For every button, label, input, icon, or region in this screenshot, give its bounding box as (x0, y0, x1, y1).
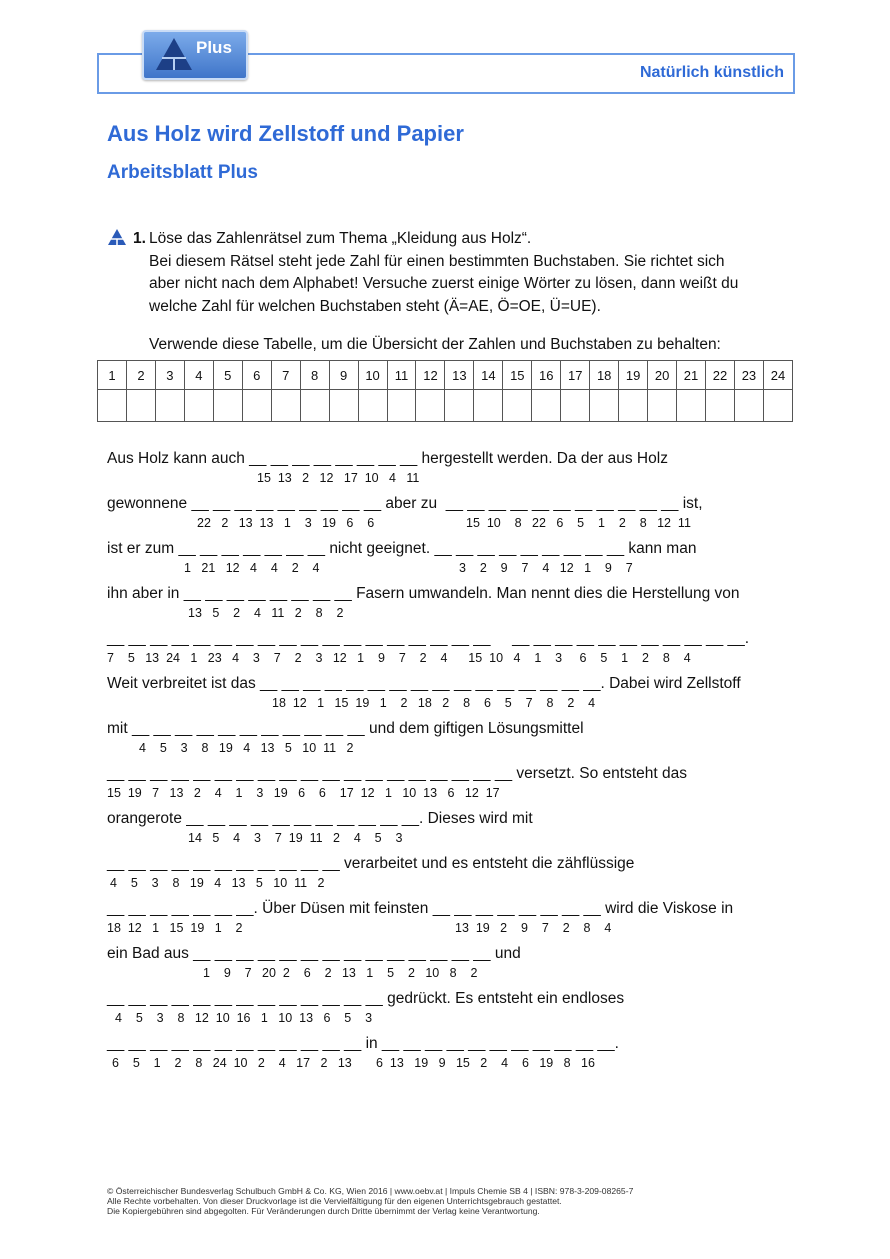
letter-cell[interactable] (648, 390, 677, 422)
number-cell: 15 (503, 361, 532, 390)
number-cell: 8 (300, 361, 329, 390)
letter-cell[interactable] (213, 390, 242, 422)
letter-cell[interactable] (271, 390, 300, 422)
puzzle-codes: 13 19 2 9 7 2 8 4 (455, 921, 612, 935)
number-cell: 16 (532, 361, 561, 390)
letter-cell[interactable] (532, 390, 561, 422)
letter-cell[interactable] (387, 390, 416, 422)
triangle-logo-icon (154, 36, 194, 72)
page-title: Aus Holz wird Zellstoff und Papier (107, 121, 464, 146)
number-letter-table (97, 360, 793, 422)
header-title: Natürlich künstlich (639, 64, 784, 81)
number-cell: 24 (763, 361, 792, 390)
puzzle-codes: 13 5 2 4 11 2 8 2 (188, 606, 344, 620)
number-cell: 9 (329, 361, 358, 390)
number-row (98, 361, 793, 390)
number-cell: 1 (98, 361, 127, 390)
letter-cell[interactable] (706, 390, 735, 422)
number-cell: 21 (677, 361, 706, 390)
letter-cell[interactable] (242, 390, 271, 422)
letter-cell[interactable] (126, 390, 155, 422)
letter-cell[interactable] (677, 390, 706, 422)
number-cell: 4 (184, 361, 213, 390)
letter-cell[interactable] (358, 390, 387, 422)
letter-cell[interactable] (474, 390, 503, 422)
number-cell: 22 (706, 361, 735, 390)
puzzle-line: __ __ __ __ __ __ __ __ __ __ __ verarbeitet und es entsteht die zähflüssige (107, 855, 635, 872)
number-cell: 23 (734, 361, 763, 390)
number-cell: 19 (619, 361, 648, 390)
puzzle-codes: 15 19 7 13 2 4 1 3 19 6 6 17 12 1 10 13 6 12 17 (107, 786, 500, 800)
puzzle-line: Aus Holz kann auch __ __ __ __ __ __ __ __ hergestellt werden. Da der aus Holz (107, 450, 668, 467)
puzzle-codes: 1 9 7 20 2 6 2 13 1 5 2 10 8 2 (203, 966, 478, 980)
puzzle-line: __ __ __ __ __ __ __ __ __ __ __ __ in __ __ __ __ __ __ __ __ __ __ __. (107, 1035, 619, 1052)
puzzle-line: orangerote __ __ __ __ __ __ __ __ __ __ __. Dieses wird mit (107, 810, 533, 827)
number-cell: 3 (155, 361, 184, 390)
puzzle-codes: 4 5 3 8 12 10 16 1 10 13 6 5 3 (115, 1011, 373, 1025)
letter-cell[interactable] (619, 390, 648, 422)
puzzle-line: ein Bad aus __ __ __ __ __ __ __ __ __ __ __ __ __ __ und (107, 945, 521, 962)
page-subtitle: Arbeitsblatt Plus (107, 162, 258, 183)
letter-cell[interactable] (734, 390, 763, 422)
task-instructions (149, 228, 799, 318)
puzzle-line: ist er zum __ __ __ __ __ __ __ nicht geeignet. __ __ __ __ __ __ __ __ __ kann man (107, 540, 697, 557)
number-cell: 7 (271, 361, 300, 390)
number-cell: 11 (387, 361, 416, 390)
puzzle-line: __ __ __ __ __ __ __ __ __ __ __ __ __ __ __ __ __ __ __ __ __ __ __ __ __ __ __ __ __. (107, 630, 750, 647)
task-line: welche Zahl für welchen Buchstaben steht (Ä=AE, Ö=OE, Ü=UE). (149, 297, 601, 315)
letter-cell[interactable] (763, 390, 792, 422)
letter-cell[interactable] (184, 390, 213, 422)
letter-cell[interactable] (98, 390, 127, 422)
letter-cell[interactable] (590, 390, 619, 422)
letter-cell[interactable] (503, 390, 532, 422)
puzzle-codes: 1 21 12 4 4 2 4 (184, 561, 320, 575)
table-intro: Verwende diese Tabelle, um die Übersicht der Zahlen und Buchstaben zu behalten: (149, 336, 721, 353)
puzzle-codes: 22 2 13 13 1 3 19 6 6 (197, 516, 375, 530)
plus-task-icon (107, 228, 127, 246)
number-cell: 20 (648, 361, 677, 390)
puzzle-codes: 7 5 13 24 1 23 4 3 7 2 3 12 1 9 7 2 4 15 10 4 1 3 6 5 1 2 8 4 (107, 651, 691, 665)
number-cell: 5 (213, 361, 242, 390)
task-line: Bei diesem Rätsel steht jede Zahl für einen bestimmten Buchstaben. Sie richtet sich (149, 252, 725, 270)
number-cell: 6 (242, 361, 271, 390)
number-cell: 14 (474, 361, 503, 390)
puzzle-codes: 3 2 9 7 4 12 1 9 7 (459, 561, 633, 575)
footer-line: Die Kopiergebühren sind abgegolten. Für Veränderungen durch Dritte übernimmt der Verlag keine Verantwortung. (107, 1206, 540, 1216)
number-cell: 17 (561, 361, 590, 390)
puzzle-line: __ __ __ __ __ __ __ __ __ __ __ __ __ __ __ __ __ __ __ versetzt. So entsteht das (107, 765, 687, 782)
puzzle-line: __ __ __ __ __ __ __. Über Düsen mit feinsten __ __ __ __ __ __ __ __ wird die Viskose in (107, 900, 734, 917)
number-cell: 12 (416, 361, 445, 390)
letter-cell[interactable] (416, 390, 445, 422)
letter-row (98, 390, 793, 422)
puzzle-line: mit __ __ __ __ __ __ __ __ __ __ __ und dem giftigen Lösungsmittel (107, 720, 584, 737)
footer-line: Alle Rechte vorbehalten. Von dieser Druckvorlage ist die Vervielfältigung für den eigenen Unterrichtsgebrauch gestattet. (107, 1196, 562, 1206)
logo-text: Plus (196, 38, 232, 57)
puzzle-codes: 15 10 8 22 6 5 1 2 8 12 11 (466, 516, 691, 530)
letter-cell[interactable] (329, 390, 358, 422)
number-cell: 2 (126, 361, 155, 390)
puzzle-codes: 6 5 1 2 8 24 10 2 4 17 2 13 6 13 19 9 15 2 4 6 19 8 16 (112, 1056, 595, 1070)
footer (107, 1186, 633, 1216)
puzzle-codes: 15 13 2 12 17 10 4 11 (257, 471, 420, 485)
puzzle-line: gewonnene __ __ __ __ __ __ __ __ __ aber zu __ __ __ __ __ __ __ __ __ __ __ ist, (107, 495, 703, 512)
number-cell: 10 (358, 361, 387, 390)
letter-cell[interactable] (445, 390, 474, 422)
letter-cell[interactable] (561, 390, 590, 422)
task-line: Löse das Zahlenrätsel zum Thema „Kleidung aus Holz“. (149, 230, 532, 247)
task-number: 1. (133, 230, 146, 247)
puzzle-line: Weit verbreitet ist das __ __ __ __ __ __ __ __ __ __ __ __ __ __ __ __. Dabei wird Zellstoff (107, 675, 741, 692)
puzzle-codes: 14 5 4 3 7 19 11 2 4 5 3 (188, 831, 403, 845)
puzzle-line: __ __ __ __ __ __ __ __ __ __ __ __ __ gedrückt. Es entsteht ein endloses (107, 990, 625, 1007)
letter-cell[interactable] (300, 390, 329, 422)
puzzle-codes: 4 5 3 8 19 4 13 5 10 11 2 (110, 876, 325, 890)
task-line: aber nicht nach dem Alphabet! Versuche zuerst einige Wörter zu lösen, dann weißt du (149, 275, 739, 292)
number-cell: 18 (590, 361, 619, 390)
puzzle-codes: 18 12 1 15 19 1 2 (107, 921, 243, 935)
puzzle-line: ihn aber in __ __ __ __ __ __ __ __ Fasern umwandeln. Man nennt dies die Herstellung von (107, 585, 740, 602)
letter-cell[interactable] (155, 390, 184, 422)
number-cell: 13 (445, 361, 474, 390)
puzzle-codes: 18 12 1 15 19 1 2 18 2 8 6 5 7 8 2 4 (272, 696, 596, 710)
puzzle-codes: 4 5 3 8 19 4 13 5 10 11 2 (139, 741, 354, 755)
footer-line: © Österreichischer Bundesverlag Schulbuch GmbH & Co. KG, Wien 2016 | www.oebv.at | Impuls Chemie SB 4 | ISBN: 978-3-209-08265-7 (107, 1186, 634, 1196)
plus-logo (142, 30, 248, 80)
